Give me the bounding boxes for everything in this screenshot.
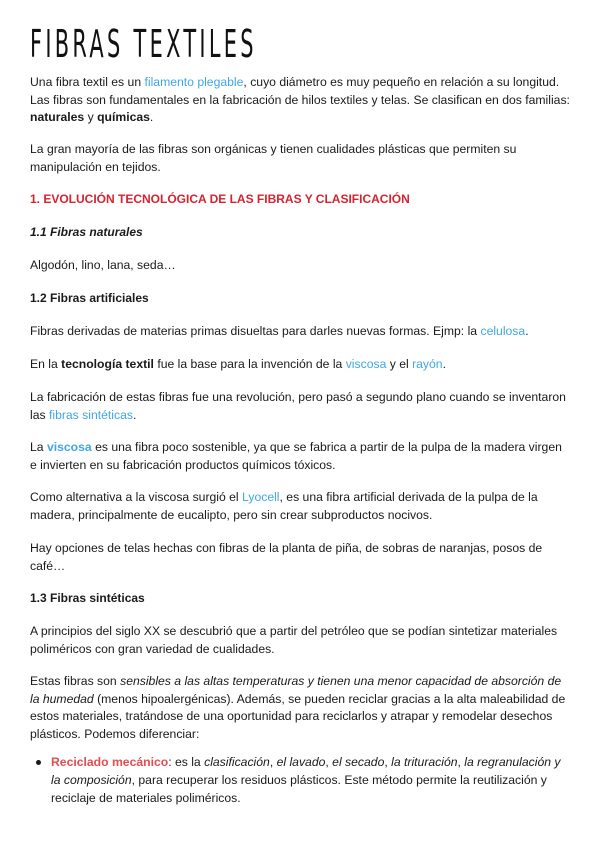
page-title: FIBRAS TEXTILES	[30, 22, 257, 66]
bold-quimicas: químicas	[97, 110, 150, 124]
text-run: ,	[384, 755, 392, 769]
artificial-paragraph-6: Hay opciones de telas hechas con fibras de la planta de piña, de sobras de naranjas, posos de café…	[30, 541, 543, 573]
subsection-heading-1-3: 1.3 Fibras sintéticas	[30, 591, 145, 605]
text-run: es una fibra poco sostenible, ya que se fabrica a partir de la pulpa de la madera virgen e invierten en su fabricación productos químicos tóxicos.	[30, 440, 562, 472]
bold-tecnologia-textil: tecnología textil	[61, 357, 154, 371]
synthetic-paragraph-1: A principios del siglo XX se descubrió que a partir del petróleo que se podían sintetizar materiales poliméricos con gran variedad de cualidades.	[30, 624, 558, 656]
subsection-heading-1-2: 1.2 Fibras artificiales	[30, 291, 149, 305]
italic-run: el lavado	[276, 755, 326, 769]
artificial-paragraph-1	[30, 323, 572, 341]
text-run: La	[30, 440, 47, 454]
text-run: : es la	[168, 755, 205, 769]
text-run: , cuyo diámetro es muy pequeño en relación a su longitud. Las fibras son fundamentales en la fabricación de hilos textiles y telas. Se clasifican en dos familias:	[30, 75, 570, 107]
italic-run: y la composición	[51, 755, 561, 787]
text-run: La fabricación de estas fibras fue una revolución, pero pasó a segundo plano cuando se inventaron las	[30, 390, 566, 422]
italic-run: el secado	[332, 755, 385, 769]
intro-paragraph-2: La gran mayoría de las fibras son orgánicas y tienen cualidades plásticas que permiten su manipulación en tejidos.	[30, 142, 517, 174]
text-run: y	[84, 110, 98, 124]
italic-run: sensibles a las altas temperaturas y tienen una menor capacidad de absorción de la humedad	[30, 674, 562, 706]
intro-paragraph-1	[30, 74, 572, 127]
list-item	[30, 753, 572, 807]
italic-run: clasificación	[204, 755, 270, 769]
section-heading-1: 1. EVOLUCIÓN TECNOLÓGICA DE LAS FIBRAS Y CLASIFICACIÓN	[30, 192, 410, 206]
text-run: .	[525, 324, 529, 338]
italic-run: la regranulación	[464, 755, 552, 769]
bold-naturales: naturales	[30, 110, 85, 124]
text-run: Como alternativa a la viscosa surgió el	[30, 490, 243, 504]
artificial-paragraph-4	[30, 439, 572, 474]
text-run: ,	[325, 755, 333, 769]
text-run: ,	[269, 755, 277, 769]
text-run: fue la base para la invención de la	[153, 357, 346, 371]
text-run: ,	[457, 755, 465, 769]
text-run: Estas fibras son	[30, 674, 121, 688]
recycling-methods-list	[30, 753, 572, 807]
link-filamento-plegable[interactable]: filamento plegable	[144, 75, 244, 89]
text-run: , es una fibra artificial derivada de la pulpa de la madera, principalmente de eucalipto, pero sin crear subproductos nocivos.	[30, 490, 538, 522]
text-run: y el	[386, 357, 413, 371]
link-celulosa[interactable]: celulosa	[480, 324, 526, 338]
link-viscosa-bold[interactable]: viscosa	[46, 440, 92, 454]
bullet-dot-icon	[36, 760, 41, 765]
text-run: .	[149, 110, 154, 124]
text-run: (menos hipoalergénicas). Además, se pueden reciclar gracias a la alta maleabilidad de estos materiales, tratándose de una oportunidad para reciclarlos y atrapar y remodelar desechos plásticos. Podemos diferenciar:	[30, 691, 566, 741]
link-lyocell[interactable]: Lyocell	[242, 490, 280, 504]
text-run: .	[132, 407, 137, 422]
text-run: En la	[30, 357, 62, 371]
synthetic-paragraph-2	[30, 673, 572, 743]
subsection-heading-1-1: 1.1 Fibras naturales	[30, 225, 143, 239]
text-run: , para recuperar los residuos plásticos. Este método permite la reutilización y reciclaje de materiales poliméricos.	[51, 773, 547, 805]
italic-run: la trituración	[391, 755, 458, 769]
link-fibras-sinteticas[interactable]: fibras sintéticas	[48, 407, 133, 422]
term-reciclado-mecanico: Reciclado mecánico	[51, 755, 169, 769]
text-run: Una fibra textil es un	[30, 75, 145, 89]
natural-fibers-list: Algodón, lino, lana, seda…	[30, 258, 176, 272]
text-run: Fibras derivadas de materias primas disueltas para darles nuevas formas. Ejmp: la	[30, 324, 481, 338]
artificial-paragraph-5	[30, 489, 572, 524]
link-viscosa[interactable]: viscosa	[345, 357, 387, 371]
text-run: .	[442, 357, 446, 371]
link-rayon[interactable]: rayón	[412, 357, 443, 371]
artificial-paragraph-2	[30, 356, 572, 374]
artificial-paragraph-3	[30, 389, 572, 424]
